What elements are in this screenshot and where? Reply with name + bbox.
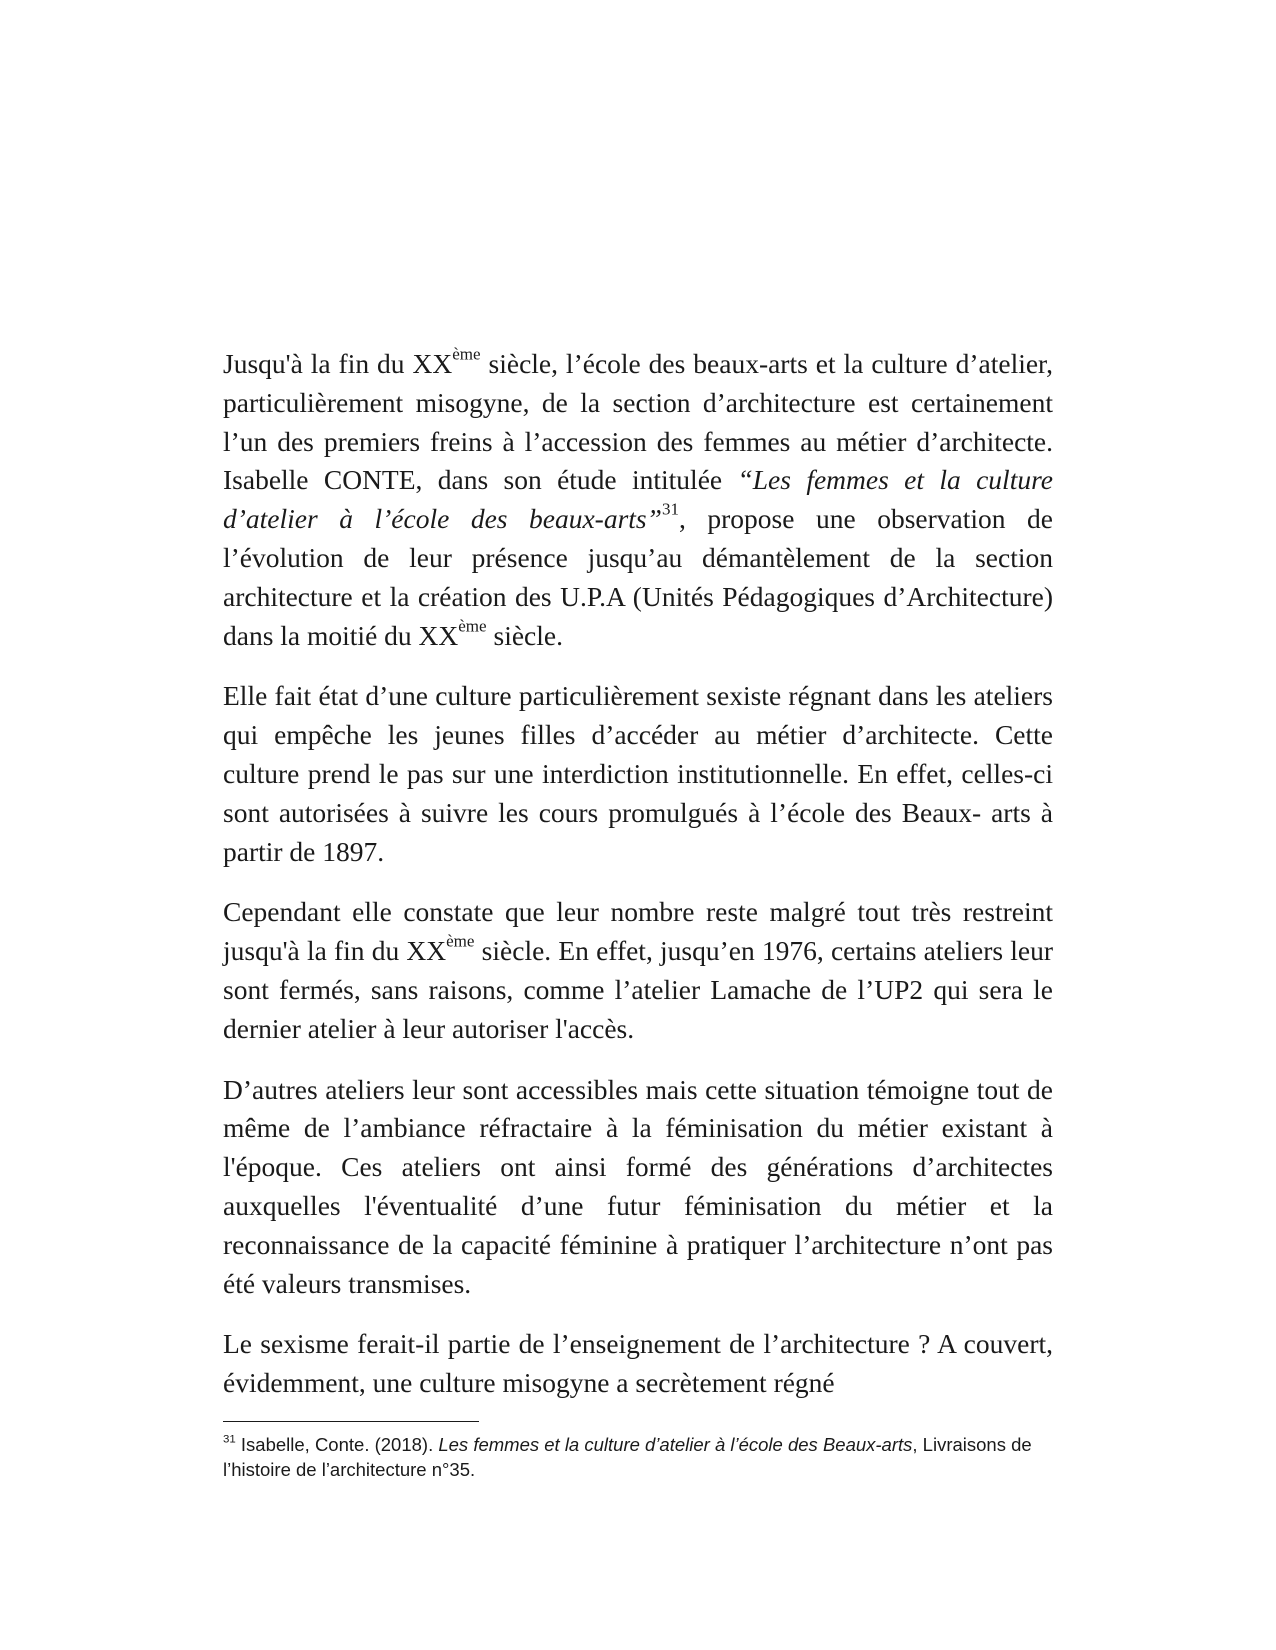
p1-superscript-c: ème bbox=[458, 615, 487, 635]
footnote-author: Isabelle, Conte. (2018). bbox=[235, 1434, 439, 1455]
p3-text-b: siècle. En effet, jusqu’en 1976, certains ateliers leur sont fermés, sans raisons, comme l’atelier Lamache de l’UP2 qui sera le dernier atelier à leur autoriser l'accès. bbox=[223, 935, 1053, 1044]
p3-superscript: ème bbox=[446, 931, 475, 951]
paragraph-2: Elle fait état d’une culture particulièrement sexiste régnant dans les ateliers qui empêche les jeunes filles d’accéder au métier d’architecte. Cette culture prend le pas sur une interdiction institutionnelle. En effet, celles-ci sont autorisées à suivre les cours promulgués à l’école des Beaux- arts à partir de 1897. bbox=[223, 680, 1053, 867]
footnote-number: 31 bbox=[223, 1433, 236, 1446]
p1-text-a: Jusqu'à la fin du XX bbox=[223, 348, 453, 379]
footnote bbox=[223, 1432, 1053, 1482]
body-text bbox=[223, 345, 1053, 1403]
footnote-reference: 31 bbox=[661, 499, 679, 519]
footnote-source: , Livraisons de l’histoire de l’architecture n°35. bbox=[223, 1434, 1032, 1480]
paragraph-3 bbox=[223, 893, 1053, 1048]
paragraph-4: D’autres ateliers leur sont accessibles mais cette situation témoigne tout de même de l’ambiance réfractaire à la féminisation du métier existant à l'époque. Ces ateliers ont ainsi formé des générations d’architectes auxquelles l'éventualité d’une futur féminisation du métier et la reconnaissance de la capacité féminine à pratiquer l’architecture n’ont pas été valeurs transmises. bbox=[223, 1073, 1053, 1299]
p1-text-b: siècle, l’école des beaux-arts et la culture d’atelier, particulièrement misogyne, de la section d’architecture est certainement l’un des premiers freins à l’accession des femmes au métier d’architecte. Isabelle CONTE, dans son étude intitulée bbox=[223, 348, 1053, 496]
footnote-separator bbox=[223, 1421, 479, 1422]
p1-superscript-a: ème bbox=[452, 344, 481, 364]
p1-text-d: siècle. bbox=[486, 619, 563, 651]
paragraph-1 bbox=[223, 345, 1053, 655]
p1-text-c: , propose une observation de l’évolution de leur présence jusqu’au démantèlement de la section architecture et la création des U.P.A (Unités Pédagogiques d’Architecture) dans la moitié du XX bbox=[223, 503, 1053, 651]
footnote-title: Les femmes et la culture d’atelier à l’école des Beaux-arts bbox=[438, 1434, 913, 1455]
paragraph-5: Le sexisme ferait-il partie de l’enseignement de l’architecture ? A couvert, évidemment, une culture misogyne a secrètement régné bbox=[223, 1328, 1053, 1399]
p3-text-a: Cependant elle constate que leur nombre reste malgré tout très restreint jusqu'à la fin du XX bbox=[223, 896, 1053, 967]
p1-cited-title: “Les femmes et la culture d’atelier à l’école des beaux-arts” bbox=[223, 464, 1053, 535]
